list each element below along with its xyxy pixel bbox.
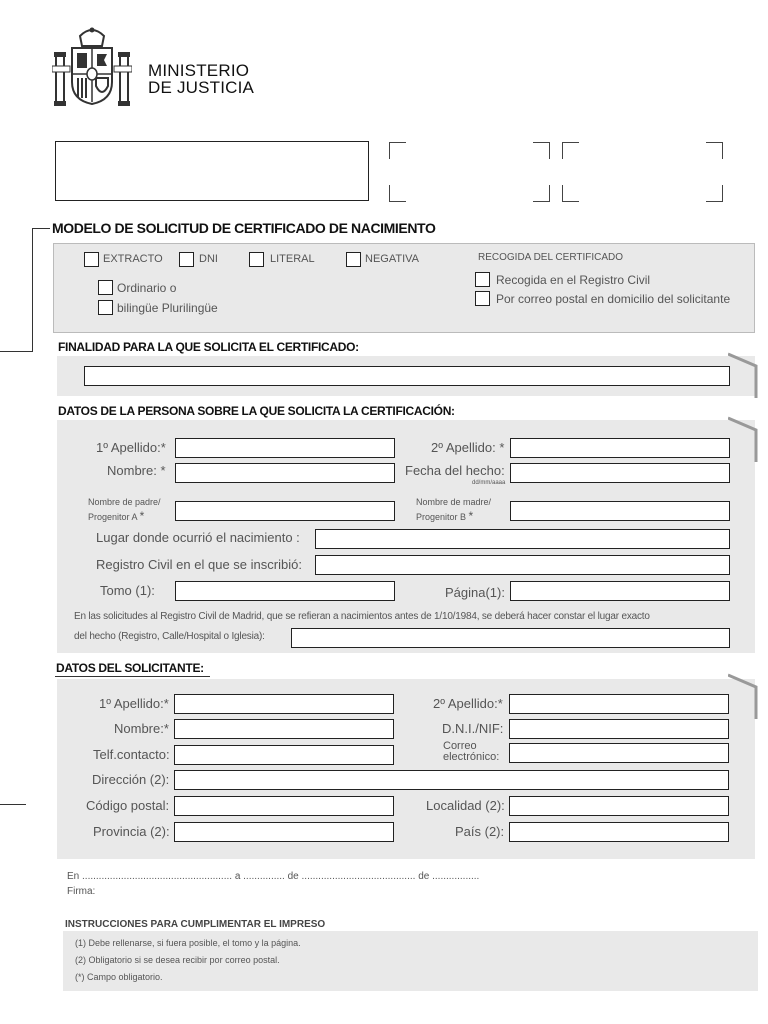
ordinario-checkbox[interactable]	[98, 280, 113, 295]
signature-place-date-line: En ...................................................... a ............... de ......................................... de .................	[67, 871, 480, 882]
recogida-correo-checkbox[interactable]	[475, 291, 490, 306]
solicitante-nombre-input[interactable]	[174, 719, 394, 739]
persona-padre-label: Nombre de padre/ Progenitor A *	[88, 497, 161, 523]
solicitante-localidad-input[interactable]	[509, 796, 729, 816]
solicitante-provincia-input[interactable]	[174, 822, 394, 842]
solicitante-telf-input[interactable]	[174, 745, 394, 765]
recogida-registro-label: Recogida en el Registro Civil	[496, 273, 651, 287]
persona-tomo-input[interactable]	[175, 581, 395, 601]
solicitante-apellido2-input[interactable]	[509, 694, 729, 714]
persona-title: DATOS DE LA PERSONA SOBRE LA QUE SOLICITA LA CERTIFICACIÓN:	[58, 404, 455, 418]
plurilingue-label: bilingüe Plurilingüe	[117, 301, 218, 315]
finalidad-input[interactable]	[84, 366, 730, 386]
ordinario-label: Ordinario o	[117, 281, 177, 295]
madrid-note-line1: En las solicitudes al Registro Civil de Madrid, que se refieran a nacimientos antes de 1/10/1984, se deberá hacer constar el lugar exacto	[74, 611, 650, 622]
solicitante-nombre-label: Nombre:*	[114, 721, 169, 736]
persona-apellido2-label: 2º Apellido: *	[431, 440, 505, 455]
solicitante-dni-input[interactable]	[509, 719, 729, 739]
ministry-line-1: MINISTERIO	[148, 61, 250, 80]
recogida-title: RECOGIDA DEL CERTIFICADO	[478, 252, 624, 263]
solicitante-title-underline	[55, 676, 210, 677]
recogida-correo-label: Por correo postal en domicilio del solicitante	[496, 292, 731, 306]
solicitante-telf-label: Telf.contacto:	[93, 747, 170, 762]
solicitante-apellido1-label: 1º Apellido:*	[99, 696, 169, 711]
persona-padre-input[interactable]	[175, 501, 395, 521]
literal-label: LITERAL	[270, 253, 315, 265]
persona-registro-input[interactable]	[315, 555, 730, 575]
solicitante-direccion-input[interactable]	[174, 770, 729, 790]
solicitante-localidad-label: Localidad (2):	[426, 798, 505, 813]
persona-fecha-format: dd/mm/aaaa	[472, 480, 506, 486]
instruction-item: (1) Debe rellenarse, si fuera posible, el tomo y la página.	[75, 938, 301, 948]
ministry-line-2: DE JUSTICIA	[148, 78, 255, 97]
registry-stamp-box	[55, 141, 369, 201]
instruction-item: (*) Campo obligatorio.	[75, 972, 163, 982]
persona-fecha-input[interactable]	[510, 463, 730, 483]
form-title: MODELO DE SOLICITUD DE CERTIFICADO DE NACIMIENTO	[52, 220, 436, 236]
persona-nombre-input[interactable]	[175, 463, 395, 483]
instruction-item: (2) Obligatorio si se desea recibir por correo postal.	[75, 955, 280, 965]
finalidad-title: FINALIDAD PARA LA QUE SOLICITA EL CERTIFICADO:	[58, 340, 359, 354]
persona-pagina-label: Página(1):	[445, 585, 505, 600]
solicitante-direccion-label: Dirección (2):	[92, 772, 170, 787]
solicitante-apellido2-label: 2º Apellido:*	[433, 696, 503, 711]
literal-checkbox[interactable]	[249, 252, 264, 267]
solicitante-cp-label: Código postal:	[86, 798, 170, 813]
solicitante-correo-input[interactable]	[509, 743, 729, 763]
solicitante-apellido1-input[interactable]	[174, 694, 394, 714]
persona-apellido1-label: 1º Apellido:*	[96, 440, 166, 455]
solicitante-tab-corner	[728, 673, 758, 719]
persona-nombre-label: Nombre: *	[107, 463, 166, 478]
extracto-label: EXTRACTO	[103, 253, 163, 265]
solicitante-provincia-label: Provincia (2):	[93, 824, 170, 839]
persona-tomo-label: Tomo (1):	[100, 583, 155, 598]
persona-lugar-exacto-input[interactable]	[291, 628, 730, 648]
signature-label: Firma:	[67, 886, 96, 897]
solicitante-dni-label: D.N.I./NIF:	[442, 721, 504, 736]
solicitante-pais-label: País (2):	[455, 824, 505, 839]
persona-tab-corner	[728, 416, 758, 462]
persona-lugar-input[interactable]	[315, 529, 730, 549]
extracto-checkbox[interactable]	[84, 252, 99, 267]
dni-label: DNI	[199, 253, 218, 265]
persona-madre-label: Nombre de madre/ Progenitor B *	[416, 497, 492, 523]
persona-apellido2-input[interactable]	[510, 438, 730, 458]
ministry-name	[148, 62, 254, 96]
instructions-title: INSTRUCCIONES PARA CUMPLIMENTAR EL IMPRESO	[65, 919, 326, 930]
persona-registro-label: Registro Civil en el que se inscribió:	[96, 557, 302, 572]
solicitante-pais-input[interactable]	[509, 822, 729, 842]
dni-checkbox[interactable]	[179, 252, 194, 267]
negativa-checkbox[interactable]	[346, 252, 361, 267]
persona-lugar-label: Lugar donde ocurrió el nacimiento :	[96, 530, 300, 545]
persona-apellido1-input[interactable]	[175, 438, 395, 458]
negativa-label: NEGATIVA	[365, 253, 419, 265]
recogida-registro-checkbox[interactable]	[475, 272, 490, 287]
finalidad-tab-corner	[728, 352, 758, 398]
persona-pagina-input[interactable]	[510, 581, 730, 601]
persona-fecha-label: Fecha del hecho:	[405, 463, 505, 478]
side-mark	[0, 804, 26, 805]
title-bracket	[0, 228, 50, 352]
solicitante-correo-label: Correo electrónico:	[443, 740, 500, 763]
plurilingue-checkbox[interactable]	[98, 300, 113, 315]
coat-of-arms-icon	[52, 26, 132, 108]
solicitante-title: DATOS DEL SOLICITANTE:	[56, 661, 204, 675]
persona-madre-input[interactable]	[510, 501, 730, 521]
solicitante-cp-input[interactable]	[174, 796, 394, 816]
madrid-note-line2: del hecho (Registro, Calle/Hospital o Iglesia):	[74, 631, 265, 642]
